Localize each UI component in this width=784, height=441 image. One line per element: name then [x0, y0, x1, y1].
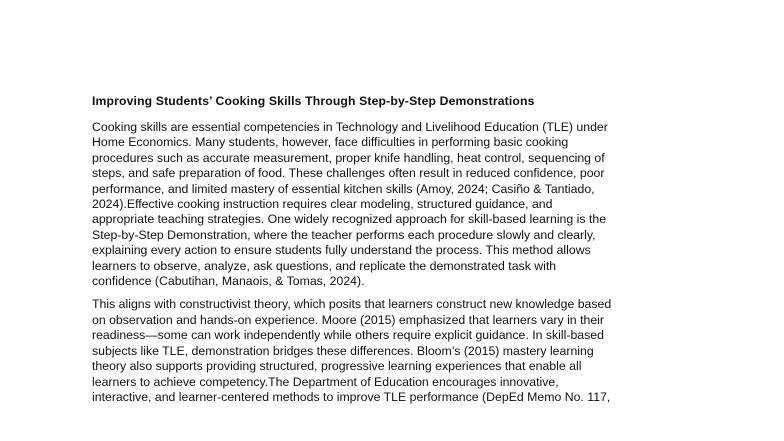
paragraph-line: performance, and limited mastery of essential kitchen skills (Amoy, 2024; Casiño & Tantiado,: [92, 181, 595, 196]
paragraph-line: Cooking skills are essential competencies in Technology and Livelihood Education (TLE) under: [92, 120, 608, 134]
paragraph-line: procedures such as accurate measurement, proper knife handling, heat control, sequencing of: [92, 150, 605, 165]
paragraph-line: learners to achieve competency.The Department of Education encourages innovative,: [92, 374, 559, 389]
paragraph-line: steps, and safe preparation of food. These challenges often result in reduced confidence, poor: [92, 166, 605, 181]
paragraph-line: This aligns with constructivist theory, which posits that learners construct new knowledge based: [92, 297, 612, 312]
paragraph-line: theory also supports providing structured, progressive learning experiences that enable all: [92, 359, 582, 374]
paragraph-line: explaining every action to ensure students fully understand the process. This method allows: [92, 243, 591, 258]
paragraph-1: [92, 120, 692, 289]
paragraph-2: [92, 297, 692, 405]
document-body: [92, 93, 692, 413]
paragraph-line: subjects like TLE, demonstration bridges these differences. Bloom’s (2015) mastery learning: [92, 343, 594, 358]
paragraph-line: learners to observe, analyze, ask questions, and replicate the demonstrated task with: [92, 258, 557, 273]
paragraph-line: on observation and hands-on experience. Moore (2015) emphasized that learners vary in their: [92, 312, 604, 327]
paragraph-line: readiness—some can work independently while others require explicit guidance. In skill-based: [92, 328, 604, 343]
paragraph-line: confidence (Cabutihan, Manaois, & Tomas, 2024).: [92, 274, 365, 289]
paragraph-line: Step-by-Step Demonstration, where the teacher performs each procedure slowly and clearly,: [92, 227, 596, 242]
paragraph-line: appropriate teaching strategies. One widely recognized approach for skill-based learning is the: [92, 212, 607, 227]
paragraph-line: 2024).Effective cooking instruction requires clear modeling, structured guidance, and: [92, 197, 553, 212]
paragraph-line: interactive, and learner-centered methods to improve TLE performance (DepEd Memo No. 117,: [92, 389, 611, 404]
document-title: Improving Students’ Cooking Skills Through Step-by-Step Demonstrations: [92, 94, 535, 108]
paragraph-line: Home Economics. Many students, however, face difficulties in performing basic cooking: [92, 135, 569, 150]
